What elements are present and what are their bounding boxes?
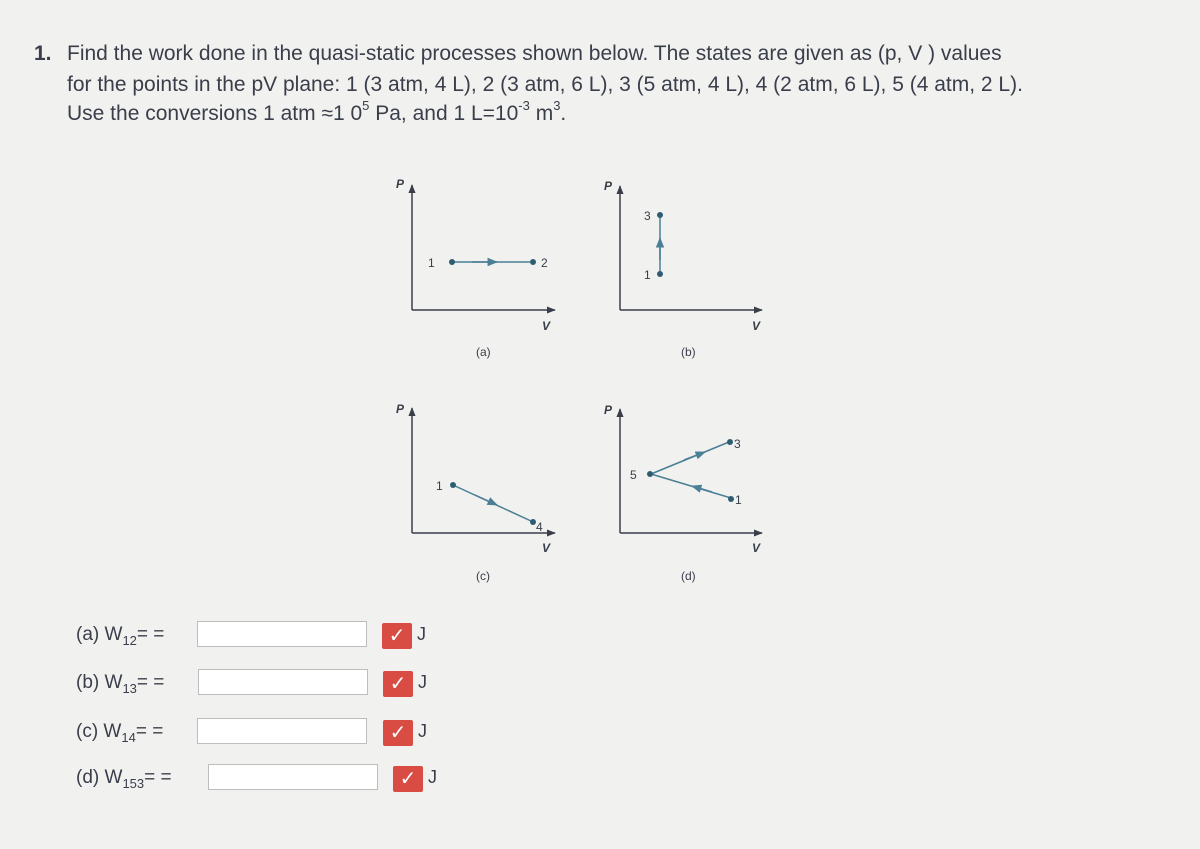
axis-v-label: V <box>752 319 761 333</box>
point-2-label: 2 <box>541 256 548 270</box>
problem-line-2: for the points in the pV plane: 1 (3 atm, 4 L), 2 (3 atm, 6 L), 3 (5 atm, 4 L), 4 (2 atm, 6 L), 5 (4 atm, 2 L). <box>67 73 1023 96</box>
problem-number: 1. <box>34 42 52 65</box>
diagram-a <box>396 177 555 359</box>
point-3 <box>727 439 733 445</box>
point-1 <box>449 259 455 265</box>
point-1 <box>728 496 734 502</box>
axis-v-label: V <box>542 541 551 555</box>
process-line-1-5 <box>651 474 731 498</box>
diagram-d <box>604 403 762 583</box>
arrow-1-4 <box>475 495 497 505</box>
point-3-label: 3 <box>644 209 651 223</box>
caption-b: (b) <box>681 345 696 359</box>
answer-label-b: (b) $W_{13}=$ = <box>76 672 165 696</box>
check-icon: ✓ <box>393 766 423 792</box>
answer-input-c[interactable] <box>197 718 367 744</box>
caption-d: (d) <box>681 569 696 583</box>
axes-b <box>604 179 762 333</box>
unit-label-b: J <box>418 672 427 692</box>
unit-label-d: J <box>428 767 437 787</box>
axis-p-label: P <box>604 179 613 193</box>
point-1 <box>657 271 663 277</box>
caption-c: (c) <box>476 569 490 583</box>
point-5 <box>647 471 653 477</box>
point-1 <box>450 482 456 488</box>
point-4-label: 4 <box>536 520 543 534</box>
answer-label-d: (d) $W_{153}=$ = <box>76 767 172 791</box>
answer-label-c: (c) $W_{14}=$ = <box>76 721 164 745</box>
unit-label-a: J <box>417 624 426 644</box>
axes-a <box>396 177 555 333</box>
axis-v-label: V <box>752 541 761 555</box>
answer-input-b[interactable] <box>198 669 368 695</box>
axes-d <box>604 403 762 555</box>
point-1-label: 1 <box>436 479 443 493</box>
caption-a: (a) <box>476 345 491 359</box>
unit-label-c: J <box>418 721 427 741</box>
check-icon: ✓ <box>383 671 413 697</box>
axes-c <box>396 402 555 555</box>
point-1-label: 1 <box>735 493 742 507</box>
point-2 <box>530 259 536 265</box>
diagram-c <box>396 402 555 583</box>
answer-input-d[interactable] <box>208 764 378 790</box>
diagram-b <box>604 179 762 359</box>
problem-line-1: Find the work done in the quasi-static processes shown below. The states are given as (p, V ) values <box>67 42 1002 65</box>
problem-line-3: Use the conversions 1 atm ≈1 $0^5$ Pa, and 1 $L=10^{-3}$ $m^3$. <box>67 98 567 125</box>
check-icon: ✓ <box>382 623 412 649</box>
check-icon: ✓ <box>383 720 413 746</box>
point-3-label: 3 <box>734 437 741 451</box>
axis-p-label: P <box>604 403 613 417</box>
answer-label-a: (a) $W_{12}=$ = <box>76 624 165 648</box>
answer-input-a[interactable] <box>197 621 367 647</box>
point-1-label: 1 <box>428 256 435 270</box>
arrow-5-3 <box>684 452 705 460</box>
point-1-label: 1 <box>644 268 651 282</box>
point-5-label: 5 <box>630 468 637 482</box>
axis-p-label: P <box>396 402 405 416</box>
axis-p-label: P <box>396 177 405 191</box>
arrow-1-5 <box>692 486 712 492</box>
point-3 <box>657 212 663 218</box>
axis-v-label: V <box>542 319 551 333</box>
